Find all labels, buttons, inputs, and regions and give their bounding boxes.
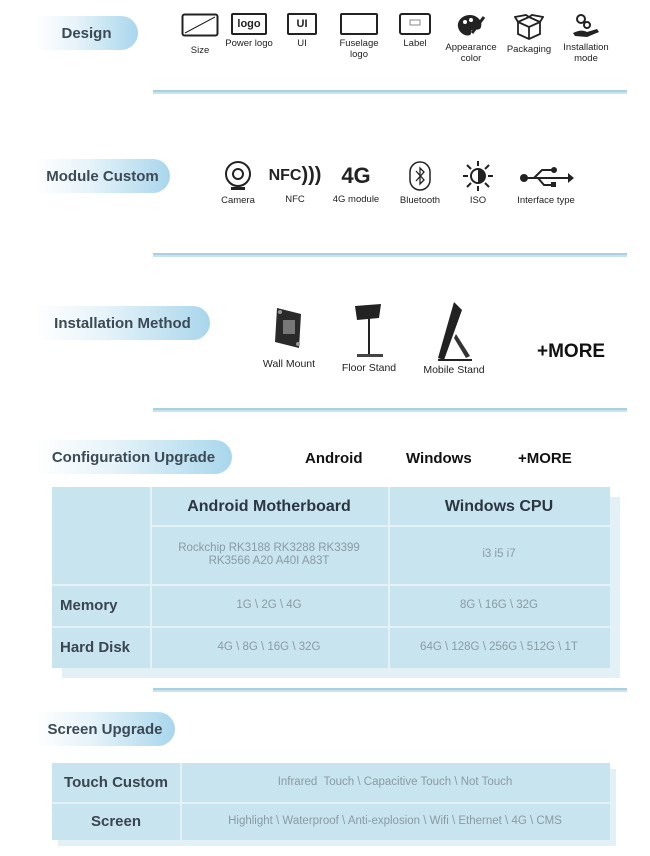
module-options xyxy=(214,160,584,206)
design-item-power-logo xyxy=(225,13,273,49)
config-table xyxy=(52,487,610,668)
design-item-fuselage-logo xyxy=(331,13,387,60)
design-item-appearance-color xyxy=(443,13,499,64)
bluetooth-icon xyxy=(408,160,432,192)
item-label: Interface type xyxy=(517,195,575,206)
row-label-screen: Screen xyxy=(90,812,142,830)
size-icon xyxy=(181,13,219,37)
wall-mount-icon xyxy=(267,300,311,356)
item-label: Camera xyxy=(221,195,255,206)
android-hard-disk: 4G \ 8G \ 16G \ 32G xyxy=(217,640,321,653)
design-item-installation-mode xyxy=(559,13,613,64)
android-memory: 1G \ 2G \ 4G xyxy=(236,598,302,611)
brightness-icon xyxy=(462,160,494,192)
module-item-iso xyxy=(456,160,500,206)
module-item-nfc xyxy=(270,160,320,205)
config-option-windows: Windows xyxy=(406,450,472,467)
usb-icon xyxy=(518,160,574,192)
design-item-packaging xyxy=(504,13,554,55)
item-label: Wall Mount xyxy=(262,358,316,370)
palette-icon xyxy=(456,13,486,39)
module-item-camera xyxy=(214,160,262,206)
item-label: Installation mode xyxy=(563,42,609,64)
divider xyxy=(153,408,627,412)
4g-icon: 4G xyxy=(341,162,371,188)
fuselage-logo-icon xyxy=(340,13,378,35)
ui-icon: UI xyxy=(287,13,317,35)
divider xyxy=(153,90,627,94)
item-label: Mobile Stand xyxy=(423,364,485,376)
section-label-design: Design xyxy=(35,16,138,50)
installation-options xyxy=(256,300,492,376)
header-android-motherboard: Android Motherboard xyxy=(187,497,351,515)
item-label: Power logo xyxy=(225,38,273,49)
label-icon xyxy=(399,13,431,35)
power-logo-icon: logo xyxy=(231,13,267,35)
row-label-touch-custom: Touch Custom xyxy=(64,774,168,791)
android-chips: Rockchip RK3188 RK3288 RK3399 RK3566 A20 A40I A83T xyxy=(178,541,360,567)
header-windows-cpu: Windows CPU xyxy=(444,497,554,515)
section-label-screen-upgrade: Screen Upgrade xyxy=(35,712,175,746)
windows-chips: i3 i5 i7 xyxy=(482,548,516,560)
section-label-module-custom: Module Custom xyxy=(35,159,170,193)
section-label-configuration-upgrade: Configuration Upgrade xyxy=(35,440,232,474)
module-item-bluetooth xyxy=(392,160,448,206)
installation-item-floor-stand xyxy=(334,300,404,374)
floor-stand-icon xyxy=(349,300,389,360)
module-item-4g xyxy=(328,160,384,205)
screen-value: Highlight \ Waterproof \ Anti-explosion \ Wifi \ Ethernet \ 4G \ CMS xyxy=(228,814,562,827)
item-label: Packaging xyxy=(506,44,552,55)
item-label: Floor Stand xyxy=(341,362,397,374)
row-label-hard-disk: Hard Disk xyxy=(60,638,131,656)
divider xyxy=(153,253,627,257)
installation-item-mobile-stand xyxy=(416,300,492,376)
gears-hand-icon xyxy=(571,13,601,39)
windows-memory: 8G \ 16G \ 32G xyxy=(460,598,538,611)
box-icon xyxy=(514,13,544,41)
mobile-stand-icon xyxy=(434,300,474,362)
item-label: Bluetooth xyxy=(399,195,441,206)
camera-icon xyxy=(223,160,253,192)
section-label-installation-method: Installation Method xyxy=(35,306,210,340)
screen-table xyxy=(52,763,610,840)
design-options xyxy=(180,13,613,64)
design-item-size xyxy=(180,13,220,56)
installation-more: +MORE xyxy=(537,341,606,362)
item-label: 4G module xyxy=(332,194,380,205)
item-label: UI xyxy=(297,38,307,49)
item-label: Label xyxy=(403,38,427,49)
config-option-android: Android xyxy=(305,450,363,467)
divider xyxy=(153,688,627,692)
windows-hard-disk: 64G \ 128G \ 256G \ 512G \ 1T xyxy=(420,640,578,653)
module-item-interface-type xyxy=(508,160,584,206)
design-item-label xyxy=(392,13,438,49)
item-label: ISO xyxy=(469,195,487,206)
item-label: Fuselage logo xyxy=(339,38,379,60)
item-label: Appearance color xyxy=(445,42,497,64)
installation-item-wall-mount xyxy=(256,300,322,370)
nfc-icon: NFC ))) xyxy=(268,163,322,186)
item-label: Size xyxy=(190,45,210,56)
config-option-more: +MORE xyxy=(518,450,572,467)
touch-custom-value: Infrared Touch \ Capacitive Touch \ Not Touch xyxy=(277,776,513,788)
item-label: NFC xyxy=(285,194,305,205)
row-label-memory: Memory xyxy=(60,596,118,614)
design-item-ui xyxy=(278,13,326,49)
